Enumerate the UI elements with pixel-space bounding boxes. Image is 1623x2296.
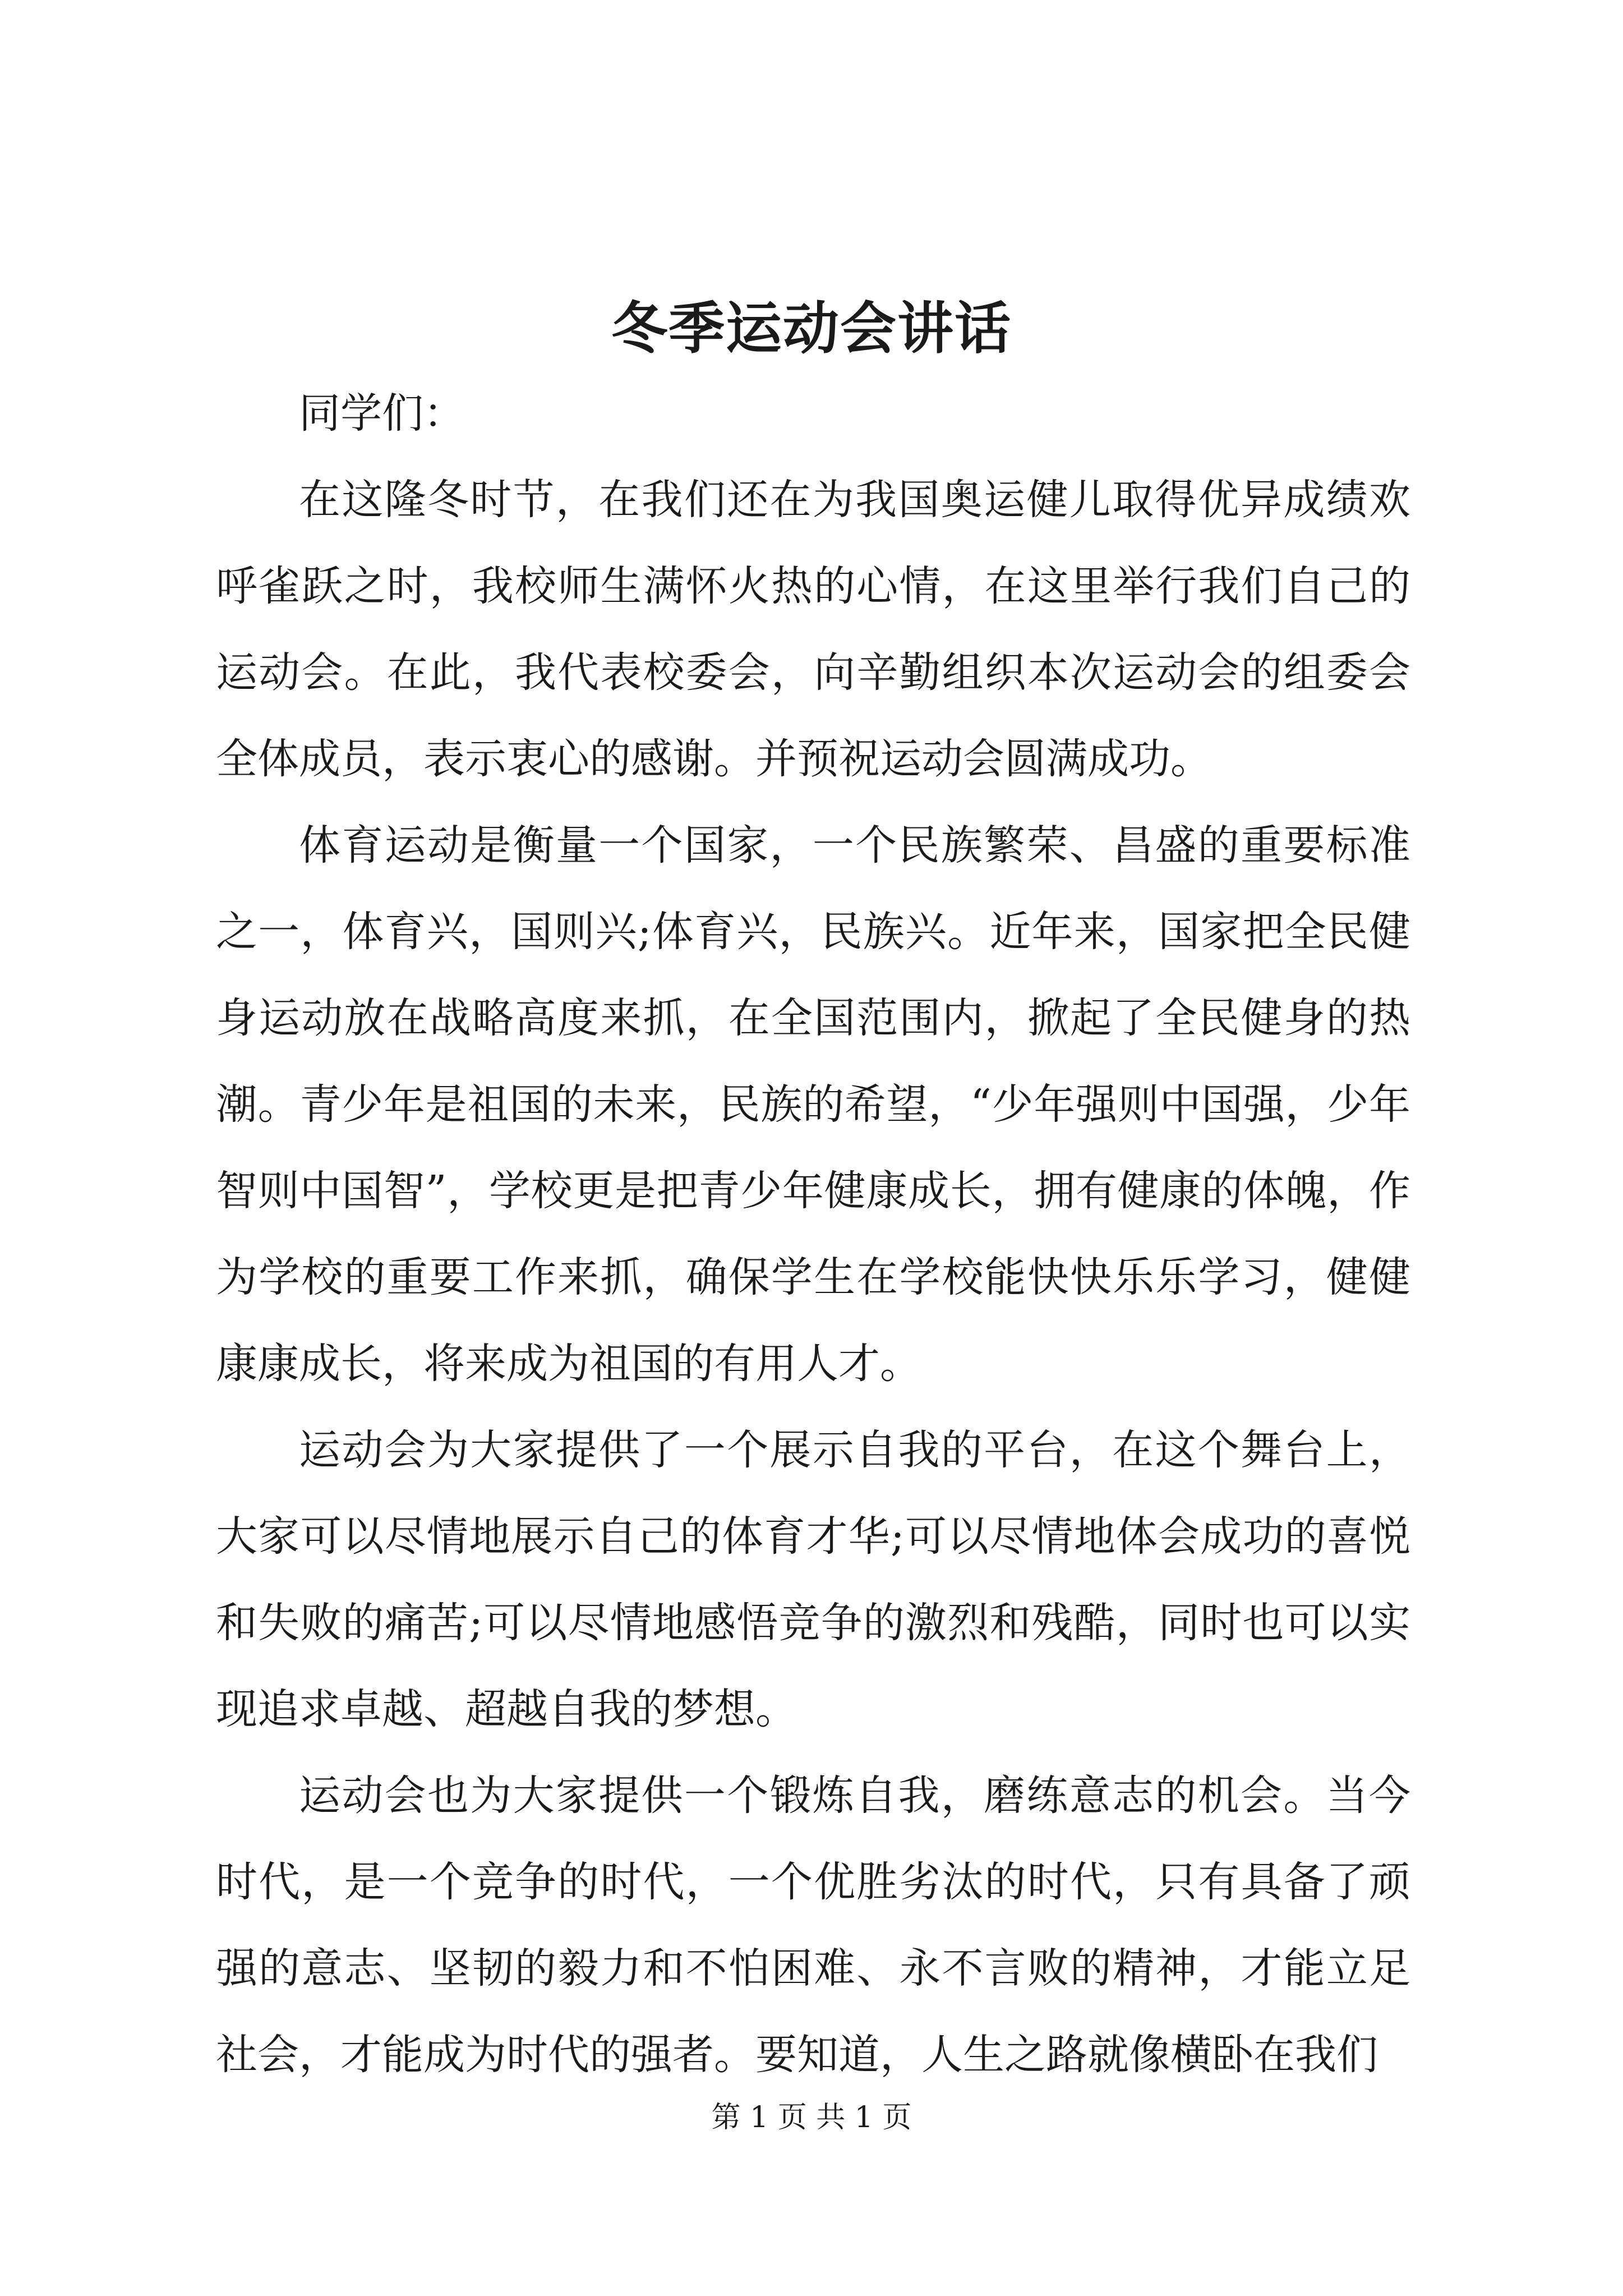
document-body	[216, 370, 1410, 2098]
body-paragraph: 运动会为大家提供了一个展示自我的平台，在这个舞台上，大家可以尽情地展示自己的体育才华;可以尽情地体会成功的喜悦和失败的痛苦;可以尽情地感悟竞争的激烈和残酷，同时也可以实现追求卓越、超越自我的梦想。	[216, 1426, 1410, 1733]
document-title: 冬季运动会讲话	[611, 295, 1012, 361]
body-paragraph: 体育运动是衡量一个国家，一个民族繁荣、昌盛的重要标准之一，体育兴，国则兴;体育兴，民族兴。近年来，国家把全民健身运动放在战略高度来抓，在全国范围内，掀起了全民健身的热潮。青少年是祖国的未来，民族的希望，“少年强则中国强，少年智则中国智”，学校更是把青少年健康成长，拥有健康的体魄，作为学校的重要工作来抓，确保学生在学校能快快乐乐学习，健健康康成长，将来成为祖国的有用人才。	[216, 821, 1410, 1388]
body-paragraph: 运动会也为大家提供一个锻炼自我，磨练意志的机会。当今时代，是一个竞争的时代，一个优胜劣汰的时代，只有具备了顽强的意志、坚韧的毅力和不怕困难、永不言败的精神，才能立足社会，才能成为时代的强者。要知道，人生之路就像横卧在我们	[216, 1772, 1410, 2079]
page-footer: 第 1 页 共 1 页	[711, 2101, 912, 2134]
salutation-paragraph: 同学们：	[299, 389, 465, 438]
body-paragraph: 在这隆冬时节，在我们还在为我国奥运健儿取得优异成绩欢呼雀跃之时，我校师生满怀火热的心情，在这里举行我们自己的运动会。在此，我代表校委会，向辛勤组织本次运动会的组委会全体成员，表示衷心的感谢。并预祝运动会圆满成功。	[216, 476, 1410, 783]
